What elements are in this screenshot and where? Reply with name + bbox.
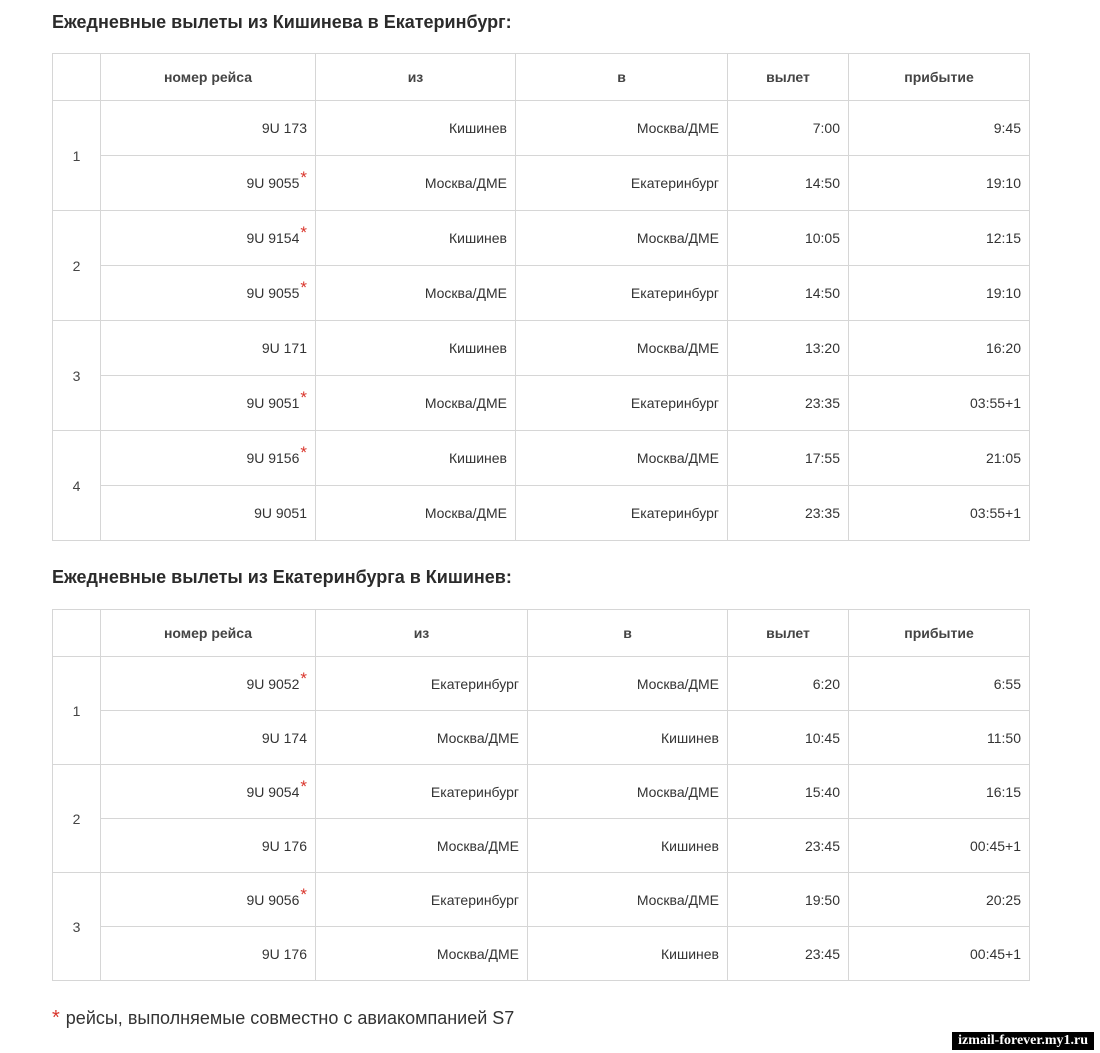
header-flight: номер рейса — [101, 54, 316, 101]
flight-number: 9U 174 — [261, 729, 307, 746]
flight-number: 9U 9055 — [246, 175, 300, 191]
codeshare-star: * — [300, 443, 307, 462]
arrival-cell: 16:15 — [849, 765, 1030, 819]
table-row — [53, 657, 1030, 711]
codeshare-star: * — [300, 223, 307, 242]
header-num — [53, 54, 101, 101]
departure-cell: 14:50 — [728, 156, 849, 211]
origin-cell: Екатеринбург — [316, 765, 528, 819]
footnote-text: рейсы, выполняемые совместно с авиакомпанией S7 — [65, 1008, 515, 1028]
table-row — [53, 266, 1030, 321]
flight-number: 9U 9051 — [246, 395, 300, 411]
flight-number-cell — [101, 211, 316, 266]
destination-cell: Екатеринбург — [516, 266, 728, 321]
arrival-cell: 20:25 — [849, 873, 1030, 927]
flight-number-cell — [101, 376, 316, 431]
route-number-cell: 3 — [53, 873, 101, 981]
departure-cell: 10:05 — [728, 211, 849, 266]
header-to: в — [516, 54, 728, 101]
flight-number-cell — [101, 873, 316, 927]
codeshare-star: * — [300, 884, 307, 904]
header-to: в — [528, 610, 728, 657]
origin-cell: Москва/ДМЕ — [316, 927, 528, 981]
destination-cell: Москва/ДМЕ — [516, 101, 728, 156]
return-schedule-table — [52, 609, 1030, 981]
table-row — [53, 486, 1030, 541]
table-row — [53, 873, 1030, 927]
departure-cell: 7:00 — [728, 101, 849, 156]
arrival-cell: 6:55 — [849, 657, 1030, 711]
header-from: из — [316, 610, 528, 657]
route-number-cell: 1 — [53, 101, 101, 211]
origin-cell: Москва/ДМЕ — [316, 376, 516, 431]
flight-number-cell — [101, 657, 316, 711]
destination-cell: Москва/ДМЕ — [528, 657, 728, 711]
arrival-cell: 03:55+1 — [849, 486, 1030, 541]
table-row — [53, 819, 1030, 873]
flight-number-cell — [101, 711, 316, 765]
destination-cell: Кишинев — [528, 819, 728, 873]
destination-cell: Кишинев — [528, 711, 728, 765]
departure-cell: 19:50 — [728, 873, 849, 927]
arrival-cell: 19:10 — [849, 156, 1030, 211]
departure-cell: 23:45 — [728, 819, 849, 873]
flight-number: 9U 9054 — [246, 783, 300, 800]
origin-cell: Москва/ДМЕ — [316, 486, 516, 541]
flight-number-cell — [101, 486, 316, 541]
flight-number-cell — [101, 266, 316, 321]
departure-cell: 23:35 — [728, 486, 849, 541]
table-row — [53, 156, 1030, 211]
origin-cell: Москва/ДМЕ — [316, 156, 516, 211]
departure-cell: 23:35 — [728, 376, 849, 431]
departure-cell: 10:45 — [728, 711, 849, 765]
departure-cell: 17:55 — [728, 431, 849, 486]
departure-cell: 6:20 — [728, 657, 849, 711]
origin-cell: Кишинев — [316, 431, 516, 486]
table-row — [53, 101, 1030, 156]
route-number-cell: 3 — [53, 321, 101, 431]
destination-cell: Москва/ДМЕ — [528, 765, 728, 819]
watermark: izmail-forever.my1.ru — [952, 1032, 1094, 1050]
table-row — [53, 927, 1030, 981]
flight-number: 9U 173 — [261, 120, 307, 136]
footnote — [52, 1007, 514, 1030]
arrival-cell: 12:15 — [849, 211, 1030, 266]
origin-cell: Москва/ДМЕ — [316, 266, 516, 321]
table-row — [53, 321, 1030, 376]
header-arrival: прибытие — [849, 54, 1030, 101]
header-from: из — [316, 54, 516, 101]
arrival-cell: 21:05 — [849, 431, 1030, 486]
flight-number: 9U 171 — [261, 340, 307, 356]
flight-number-cell — [101, 156, 316, 211]
table-row — [53, 711, 1030, 765]
route-number-cell: 4 — [53, 431, 101, 541]
table-header-row — [53, 54, 1030, 101]
route-number-cell: 1 — [53, 657, 101, 765]
flight-number-cell — [101, 321, 316, 376]
table-body — [53, 657, 1030, 981]
route-number-cell: 2 — [53, 765, 101, 873]
flight-number: 9U 9056 — [246, 891, 300, 908]
header-num — [53, 610, 101, 657]
destination-cell: Москва/ДМЕ — [516, 431, 728, 486]
codeshare-star: * — [300, 168, 307, 187]
flight-number-cell — [101, 101, 316, 156]
header-departure: вылет — [728, 610, 849, 657]
table-row — [53, 211, 1030, 266]
header-flight: номер рейса — [101, 610, 316, 657]
header-arrival: прибытие — [849, 610, 1030, 657]
arrival-cell: 16:20 — [849, 321, 1030, 376]
departure-cell: 14:50 — [728, 266, 849, 321]
flight-number-cell — [101, 765, 316, 819]
departure-cell: 15:40 — [728, 765, 849, 819]
flight-number: 9U 9055 — [246, 285, 300, 301]
flight-number: 9U 9052 — [246, 675, 300, 692]
flight-number: 9U 176 — [261, 837, 307, 854]
flight-number: 9U 176 — [261, 945, 307, 962]
codeshare-star: * — [300, 668, 307, 688]
origin-cell: Екатеринбург — [316, 873, 528, 927]
flight-number-cell — [101, 819, 316, 873]
origin-cell: Кишинев — [316, 211, 516, 266]
flight-number-cell — [101, 431, 316, 486]
destination-cell: Москва/ДМЕ — [516, 321, 728, 376]
destination-cell: Москва/ДМЕ — [516, 211, 728, 266]
arrival-cell: 11:50 — [849, 711, 1030, 765]
table-row — [53, 431, 1030, 486]
arrival-cell: 9:45 — [849, 101, 1030, 156]
arrival-cell: 00:45+1 — [849, 819, 1030, 873]
arrival-cell: 19:10 — [849, 266, 1030, 321]
flight-number: 9U 9156 — [246, 450, 300, 466]
arrival-cell: 03:55+1 — [849, 376, 1030, 431]
flight-number: 9U 9154 — [246, 230, 300, 246]
origin-cell: Кишинев — [316, 321, 516, 376]
origin-cell: Москва/ДМЕ — [316, 819, 528, 873]
table-row — [53, 376, 1030, 431]
destination-cell: Москва/ДМЕ — [528, 873, 728, 927]
table-row — [53, 765, 1030, 819]
route-number-cell: 2 — [53, 211, 101, 321]
flight-number: 9U 9051 — [254, 505, 307, 521]
origin-cell: Москва/ДМЕ — [316, 711, 528, 765]
departure-cell: 23:45 — [728, 927, 849, 981]
outbound-schedule-table — [52, 53, 1030, 541]
origin-cell: Кишинев — [316, 101, 516, 156]
destination-cell: Кишинев — [528, 927, 728, 981]
destination-cell: Екатеринбург — [516, 486, 728, 541]
codeshare-star: * — [300, 388, 307, 407]
destination-cell: Екатеринбург — [516, 376, 728, 431]
codeshare-star: * — [300, 278, 307, 297]
arrival-cell: 00:45+1 — [849, 927, 1030, 981]
table-body — [53, 101, 1030, 541]
footnote-star: * — [52, 1007, 60, 1029]
departure-cell: 13:20 — [728, 321, 849, 376]
flight-number-cell — [101, 927, 316, 981]
origin-cell: Екатеринбург — [316, 657, 528, 711]
table2-title: Ежедневные вылеты из Екатеринбурга в Кишинев: — [52, 567, 512, 587]
destination-cell: Екатеринбург — [516, 156, 728, 211]
table-header-row — [53, 610, 1030, 657]
table1-title: Ежедневные вылеты из Кишинева в Екатеринбург: — [52, 12, 512, 32]
header-departure: вылет — [728, 54, 849, 101]
codeshare-star: * — [300, 776, 307, 796]
